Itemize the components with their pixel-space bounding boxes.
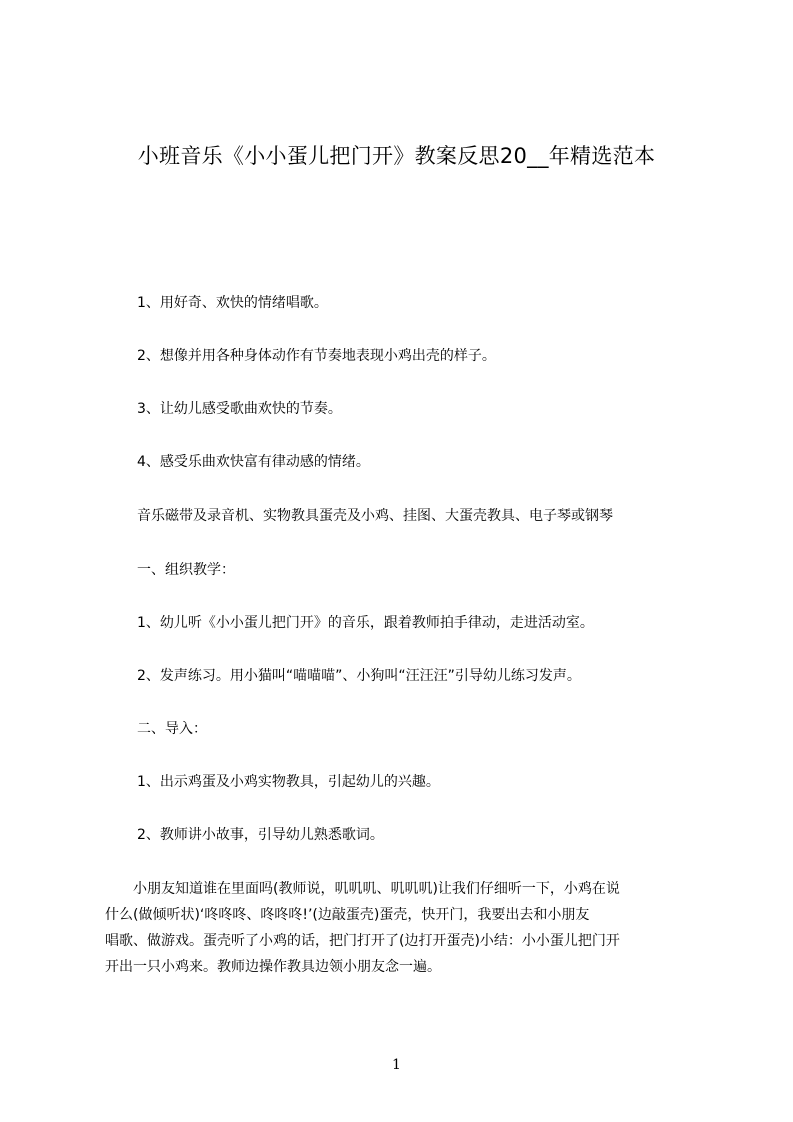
intro-step-2: 2、教师讲小故事，引导幼儿熟悉歌词。 xyxy=(137,827,384,843)
story-line-2: 什么(做倾听状)‘咚咚咚、咚咚咚!’(边敲蛋壳)蛋壳，快开门，我要出去和小朋友 xyxy=(105,907,590,923)
story-paragraph xyxy=(105,876,705,980)
organize-step-2: 2、发声练习。用小猫叫“喵喵喵”、小狗叫“汪汪汪”引导幼儿练习发声。 xyxy=(137,668,581,684)
objective-4: 4、感受乐曲欢快富有律动感的情绪。 xyxy=(137,454,370,470)
objective-1: 1、用好奇、欢快的情绪唱歌。 xyxy=(137,295,328,311)
intro-step-1: 1、出示鸡蛋及小鸡实物教具，引起幼儿的兴趣。 xyxy=(137,774,440,790)
story-line-4: 开出一只小鸡来。教师边操作教具边领小朋友念一遍。 xyxy=(105,959,441,975)
page-number: 1 xyxy=(392,1057,401,1073)
document-title: 小班音乐《小小蛋儿把门开》教案反思20__年精选范本 xyxy=(137,144,656,168)
story-line-3: 唱歌、做游戏。蛋壳听了小鸡的话，把门打开了(边打开蛋壳)小结：小小蛋儿把门开 xyxy=(105,933,620,949)
objective-2: 2、想像并用各种身体动作有节奏地表现小鸡出壳的样子。 xyxy=(137,348,496,364)
section-heading-organize: 一、组织教学： xyxy=(137,562,235,578)
section-heading-intro: 二、导入： xyxy=(137,721,207,737)
objective-3: 3、让幼儿感受歌曲欢快的节奏。 xyxy=(137,401,342,417)
organize-step-1: 1、幼儿听《小小蛋儿把门开》的音乐，跟着教师拍手律动，走进活动室。 xyxy=(137,615,594,631)
story-line-1: 小朋友知道谁在里面吗(教师说，叽叽叽、叽叽叽)让我们仔细听一下，小鸡在说 xyxy=(105,881,620,897)
materials-line: 音乐磁带及录音机、实物教具蛋壳及小鸡、挂图、大蛋壳教具、电子琴或钢琴 xyxy=(137,508,613,524)
